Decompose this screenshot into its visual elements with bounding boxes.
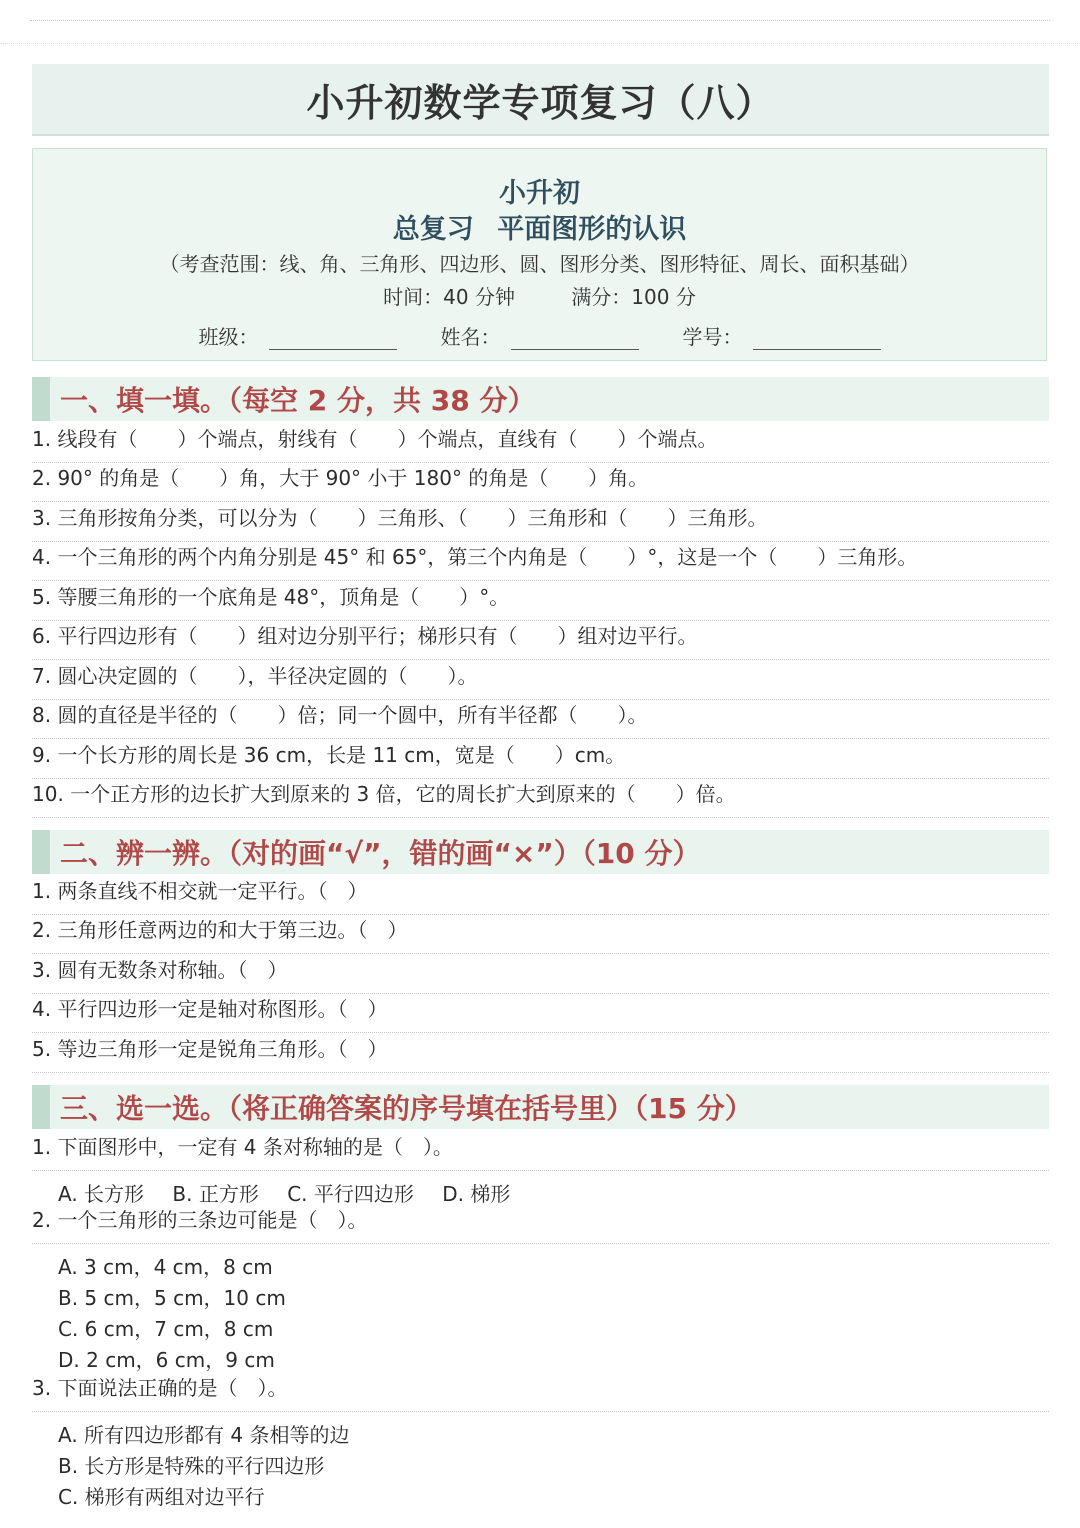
list-item: 1. 两条直线不相交就一定平行。（ ） (32, 877, 1049, 915)
list-item: 3. 下面说法正确的是（ ）。 (32, 1374, 1049, 1412)
info-line-1: 小升初 (499, 178, 580, 209)
section-3-heading (32, 1085, 1049, 1129)
option: C. 梯形有两组对边平行 (58, 1485, 265, 1509)
list-item: 7. 圆心决定圆的（ ），半径决定圆的（ ）。 (32, 662, 1049, 700)
list-item: 4. 平行四边形一定是轴对称图形。（ ） (32, 995, 1049, 1033)
option: D. 2 cm，6 cm，9 cm (58, 1348, 275, 1372)
info-scope: （考查范围：线、角、三角形、四边形、圆、图形分类、图形特征、周长、面积基础） (159, 252, 920, 276)
list-item: 3. 圆有无数条对称轴。（ ） (32, 956, 1049, 994)
list-item: 2. 一个三角形的三条边可能是（ ）。 (32, 1206, 1049, 1244)
class-field[interactable] (199, 321, 397, 350)
class-label: 班级： (198, 325, 259, 349)
list-item: 2. 90° 的角是（ ）角，大于 90° 小于 180° 的角是（ ）角。 (32, 464, 1049, 502)
name-field[interactable] (441, 321, 639, 350)
info-score: 满分：100 分 (571, 285, 696, 309)
option: D. 梯形 (442, 1182, 511, 1206)
section-2-title: 二、辨一辨。（对的画“√”，错的画“×”）（10 分） (60, 837, 701, 870)
name-label: 姓名： (440, 325, 501, 349)
info-time-score (33, 281, 1046, 310)
info-student-fields (33, 321, 1046, 350)
title-banner (32, 64, 1049, 136)
list-item: 1. 下面图形中，一定有 4 条对称轴的是（ ）。 (32, 1133, 1049, 1171)
list-item: 5. 等腰三角形的一个底角是 48°，顶角是（ ）°。 (32, 583, 1049, 621)
list-item: 4. 一个三角形的两个内角分别是 45° 和 65°，第三个内角是（ ）°，这是一个（ ）三角形。 (32, 543, 1049, 581)
id-field[interactable] (683, 321, 881, 350)
list-item: 1. 线段有（ ）个端点，射线有（ ）个端点，直线有（ ）个端点。 (32, 425, 1049, 463)
name-blank[interactable] (511, 331, 639, 350)
top-dotted-rule (30, 20, 1050, 21)
option: A. 3 cm，4 cm，8 cm (58, 1255, 273, 1279)
info-line-2: 总复习 平面图形的认识 (392, 214, 687, 245)
option: A. 长方形 (58, 1182, 145, 1206)
page-title: 小升初数学专项复习（八） (306, 80, 775, 125)
info-box (32, 148, 1047, 361)
section-1-heading (32, 377, 1049, 421)
id-blank[interactable] (753, 331, 881, 350)
section-1-title: 一、填一填。（每空 2 分，共 38 分） (60, 384, 536, 417)
option: B. 正方形 (172, 1182, 259, 1206)
list-item: 9. 一个长方形的周长是 36 cm，长是 11 cm，宽是（ ）cm。 (32, 741, 1049, 779)
q1-options (58, 1178, 532, 1207)
info-time: 时间：40 分钟 (383, 285, 515, 309)
class-blank[interactable] (269, 331, 397, 350)
option: A. 所有四边形都有 4 条相等的边 (58, 1423, 350, 1447)
section-3-title: 三、选一选。（将正确答案的序号填在括号里）（15 分） (60, 1092, 753, 1125)
list-item: 2. 三角形任意两边的和大于第三边。（ ） (32, 916, 1049, 954)
list-item: 5. 等边三角形一定是锐角三角形。（ ） (32, 1035, 1049, 1073)
option: B. 长方形是特殊的平行四边形 (58, 1454, 325, 1478)
list-item: 10. 一个正方形的边长扩大到原来的 3 倍，它的周长扩大到原来的（ ）倍。 (32, 780, 1049, 818)
top-dotted-rule-2 (0, 43, 1080, 44)
list-item: 3. 三角形按角分类，可以分为（ ）三角形、（ ）三角形和（ ）三角形。 (32, 504, 1049, 542)
list-item: 8. 圆的直径是半径的（ ）倍；同一个圆中，所有半径都（ ）。 (32, 701, 1049, 739)
list-item: 6. 平行四边形有（ ）组对边分别平行；梯形只有（ ）组对边平行。 (32, 622, 1049, 660)
option: B. 5 cm，5 cm，10 cm (58, 1286, 286, 1310)
option: C. 平行四边形 (287, 1182, 414, 1206)
section-2-heading (32, 830, 1049, 874)
option: C. 6 cm，7 cm，8 cm (58, 1317, 274, 1341)
id-label: 学号： (682, 325, 743, 349)
